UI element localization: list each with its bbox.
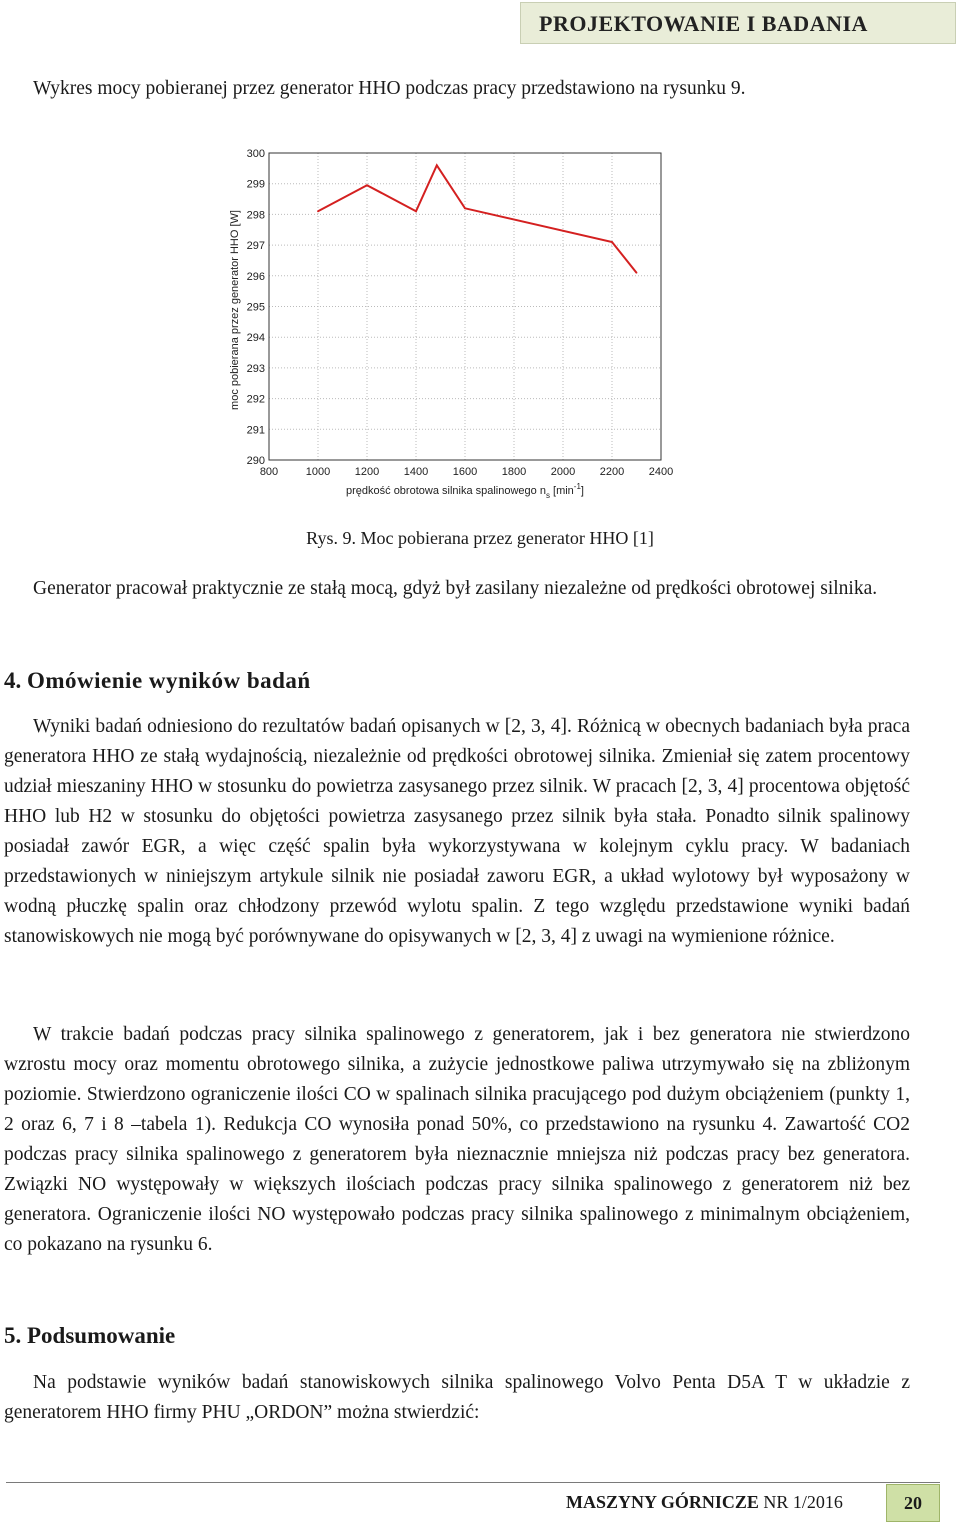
y-tick-label: 293 xyxy=(246,362,265,375)
y-tick-label: 299 xyxy=(246,178,265,191)
section-5-title: Podsumowanie xyxy=(27,1323,176,1348)
data-point xyxy=(464,207,466,209)
power-series-line xyxy=(318,165,637,272)
x-tick-label: 2200 xyxy=(599,466,625,478)
x-tick-label: 1400 xyxy=(403,466,429,478)
y-tick-label: 295 xyxy=(246,301,265,314)
figure-caption: Rys. 9. Moc pobierana przez generator HHO [1] xyxy=(306,528,654,548)
section-4-number: 4. xyxy=(4,668,22,693)
y-tick-label: 294 xyxy=(246,332,265,345)
data-point xyxy=(436,164,438,166)
y-axis-label: moc pobierana przez generator HHO [W] xyxy=(229,210,241,410)
y-tick-label: 290 xyxy=(246,455,265,467)
footer-divider xyxy=(6,1482,940,1483)
section-5-paragraph: Na podstawie wyników badań stanowiskowych silnika spalinowego Volvo Penta D5A T w układzie z generatorem HHO firmy PHU „ORDON” można stwierdzić: xyxy=(4,1372,910,1423)
x-tick-label: 2400 xyxy=(648,466,674,478)
footer-journal xyxy=(566,1492,843,1513)
data-point xyxy=(415,210,417,212)
section-5-heading xyxy=(4,1323,175,1349)
y-tick-label: 298 xyxy=(246,209,265,222)
section-5-number: 5. xyxy=(4,1323,22,1348)
section-4-paragraph-1: Wyniki badań odniesiono do rezultatów badań opisanych w [2, 3, 4]. Różnicą w obecnych badaniach była praca generatora HHO ze stałą wydajnością, niezależnie od prędkości obrotowej silnika. Zmieniał się zatem procentowy udział mieszaniny HHO w stosunku do powietrza zasysanego przez silnik. W pracach [2, 3, 4] procentowa objętość HHO lub H2 w stosunku do objętości powietrza zasysanego przez silnik była stała. Ponadto silnik spalinowy posiadał zawór EGR, a więc część spalin była wykorzystywana w kolejnym cyklu pracy. W badaniach przedstawionych w niniejszym artykule silnik nie posiadał zaworu EGR, a układ wylotowy był wyposażony w wodną płuczkę spalin oraz chłodzony przewód wylotu spalin. Z tego względu przedstawione wyniki badań stanowiskowych nie mogą być porównywane do opisywanych w [2, 3, 4] z uwagi na wymienione różnice. xyxy=(4,716,910,947)
x-tick-label: 2000 xyxy=(550,466,576,478)
y-tick-label: 292 xyxy=(246,393,265,406)
power-chart-svg xyxy=(222,140,682,502)
x-tick-label: 1600 xyxy=(452,466,478,478)
intro-paragraph: Wykres mocy pobieranej przez generator HHO podczas pracy przedstawiono na rysunku 9. xyxy=(33,78,746,99)
chart-grid xyxy=(269,153,661,460)
footer-journal-name: MASZYNY GÓRNICZE xyxy=(566,1492,759,1512)
x-tick-label: 800 xyxy=(259,466,279,478)
page-number: 20 xyxy=(886,1484,940,1522)
section-4-title: Omówienie wyników badań xyxy=(27,668,311,693)
power-chart xyxy=(222,140,682,502)
section-4-paragraph-2: W trakcie badań podczas pracy silnika spalinowego z generatorem, jak i bez generatora nie stwierdzono wzrostu mocy oraz momentu obrotowego silnika, a zużycie jednostkowe paliwa utrzymywało się na zbliżonym poziomie. Stwierdzono ograniczenie ilości CO w spalinach silnika pracującego pod dużym obciążeniem (punkty 1, 2 oraz 6, 7 i 8 –tabela 1). Redukcja CO wynosiła ponad 50%, co przedstawiono na rysunku 4. Zawartość CO2 podczas pracy silnika spalinowego z generatorem była nieznacznie mniejsza niż podczas pracy bez generatora. Związki NO występowały w większych ilościach podczas pracy silnika spalinowego z generatorem niż bez generatora. Ograniczenie ilości NO występowało podczas pracy silnika spalinowego z minimalnym obciążeniem, co pokazano na rysunku 6. xyxy=(4,1024,910,1255)
chart-series xyxy=(317,164,637,273)
data-point xyxy=(317,210,319,212)
data-point xyxy=(636,272,638,274)
section-header xyxy=(520,2,956,44)
y-tick-label: 297 xyxy=(246,240,265,253)
x-tick-label: 1000 xyxy=(305,466,331,478)
section-header-title: PROJEKTOWANIE I BADANIA xyxy=(539,11,868,36)
y-tick-label: 300 xyxy=(246,148,265,160)
y-tick-label: 291 xyxy=(246,424,265,437)
data-point xyxy=(366,184,368,186)
x-tick-label: 1800 xyxy=(501,466,527,478)
x-axis-label: prędkość obrotowa silnika spalinowego $n_s$ $[\min^{-1}]$ xyxy=(346,482,584,500)
data-point xyxy=(611,241,613,243)
y-tick-label: 296 xyxy=(246,270,265,283)
section-4-heading xyxy=(4,668,311,694)
generator-paragraph: Generator pracował praktycznie ze stałą mocą, gdyż był zasilany niezależne od prędkości obrotowej silnika. xyxy=(33,578,878,599)
chart-ticks xyxy=(247,148,674,478)
footer-issue: NR 1/2016 xyxy=(763,1492,843,1512)
x-tick-label: 1200 xyxy=(354,466,380,478)
